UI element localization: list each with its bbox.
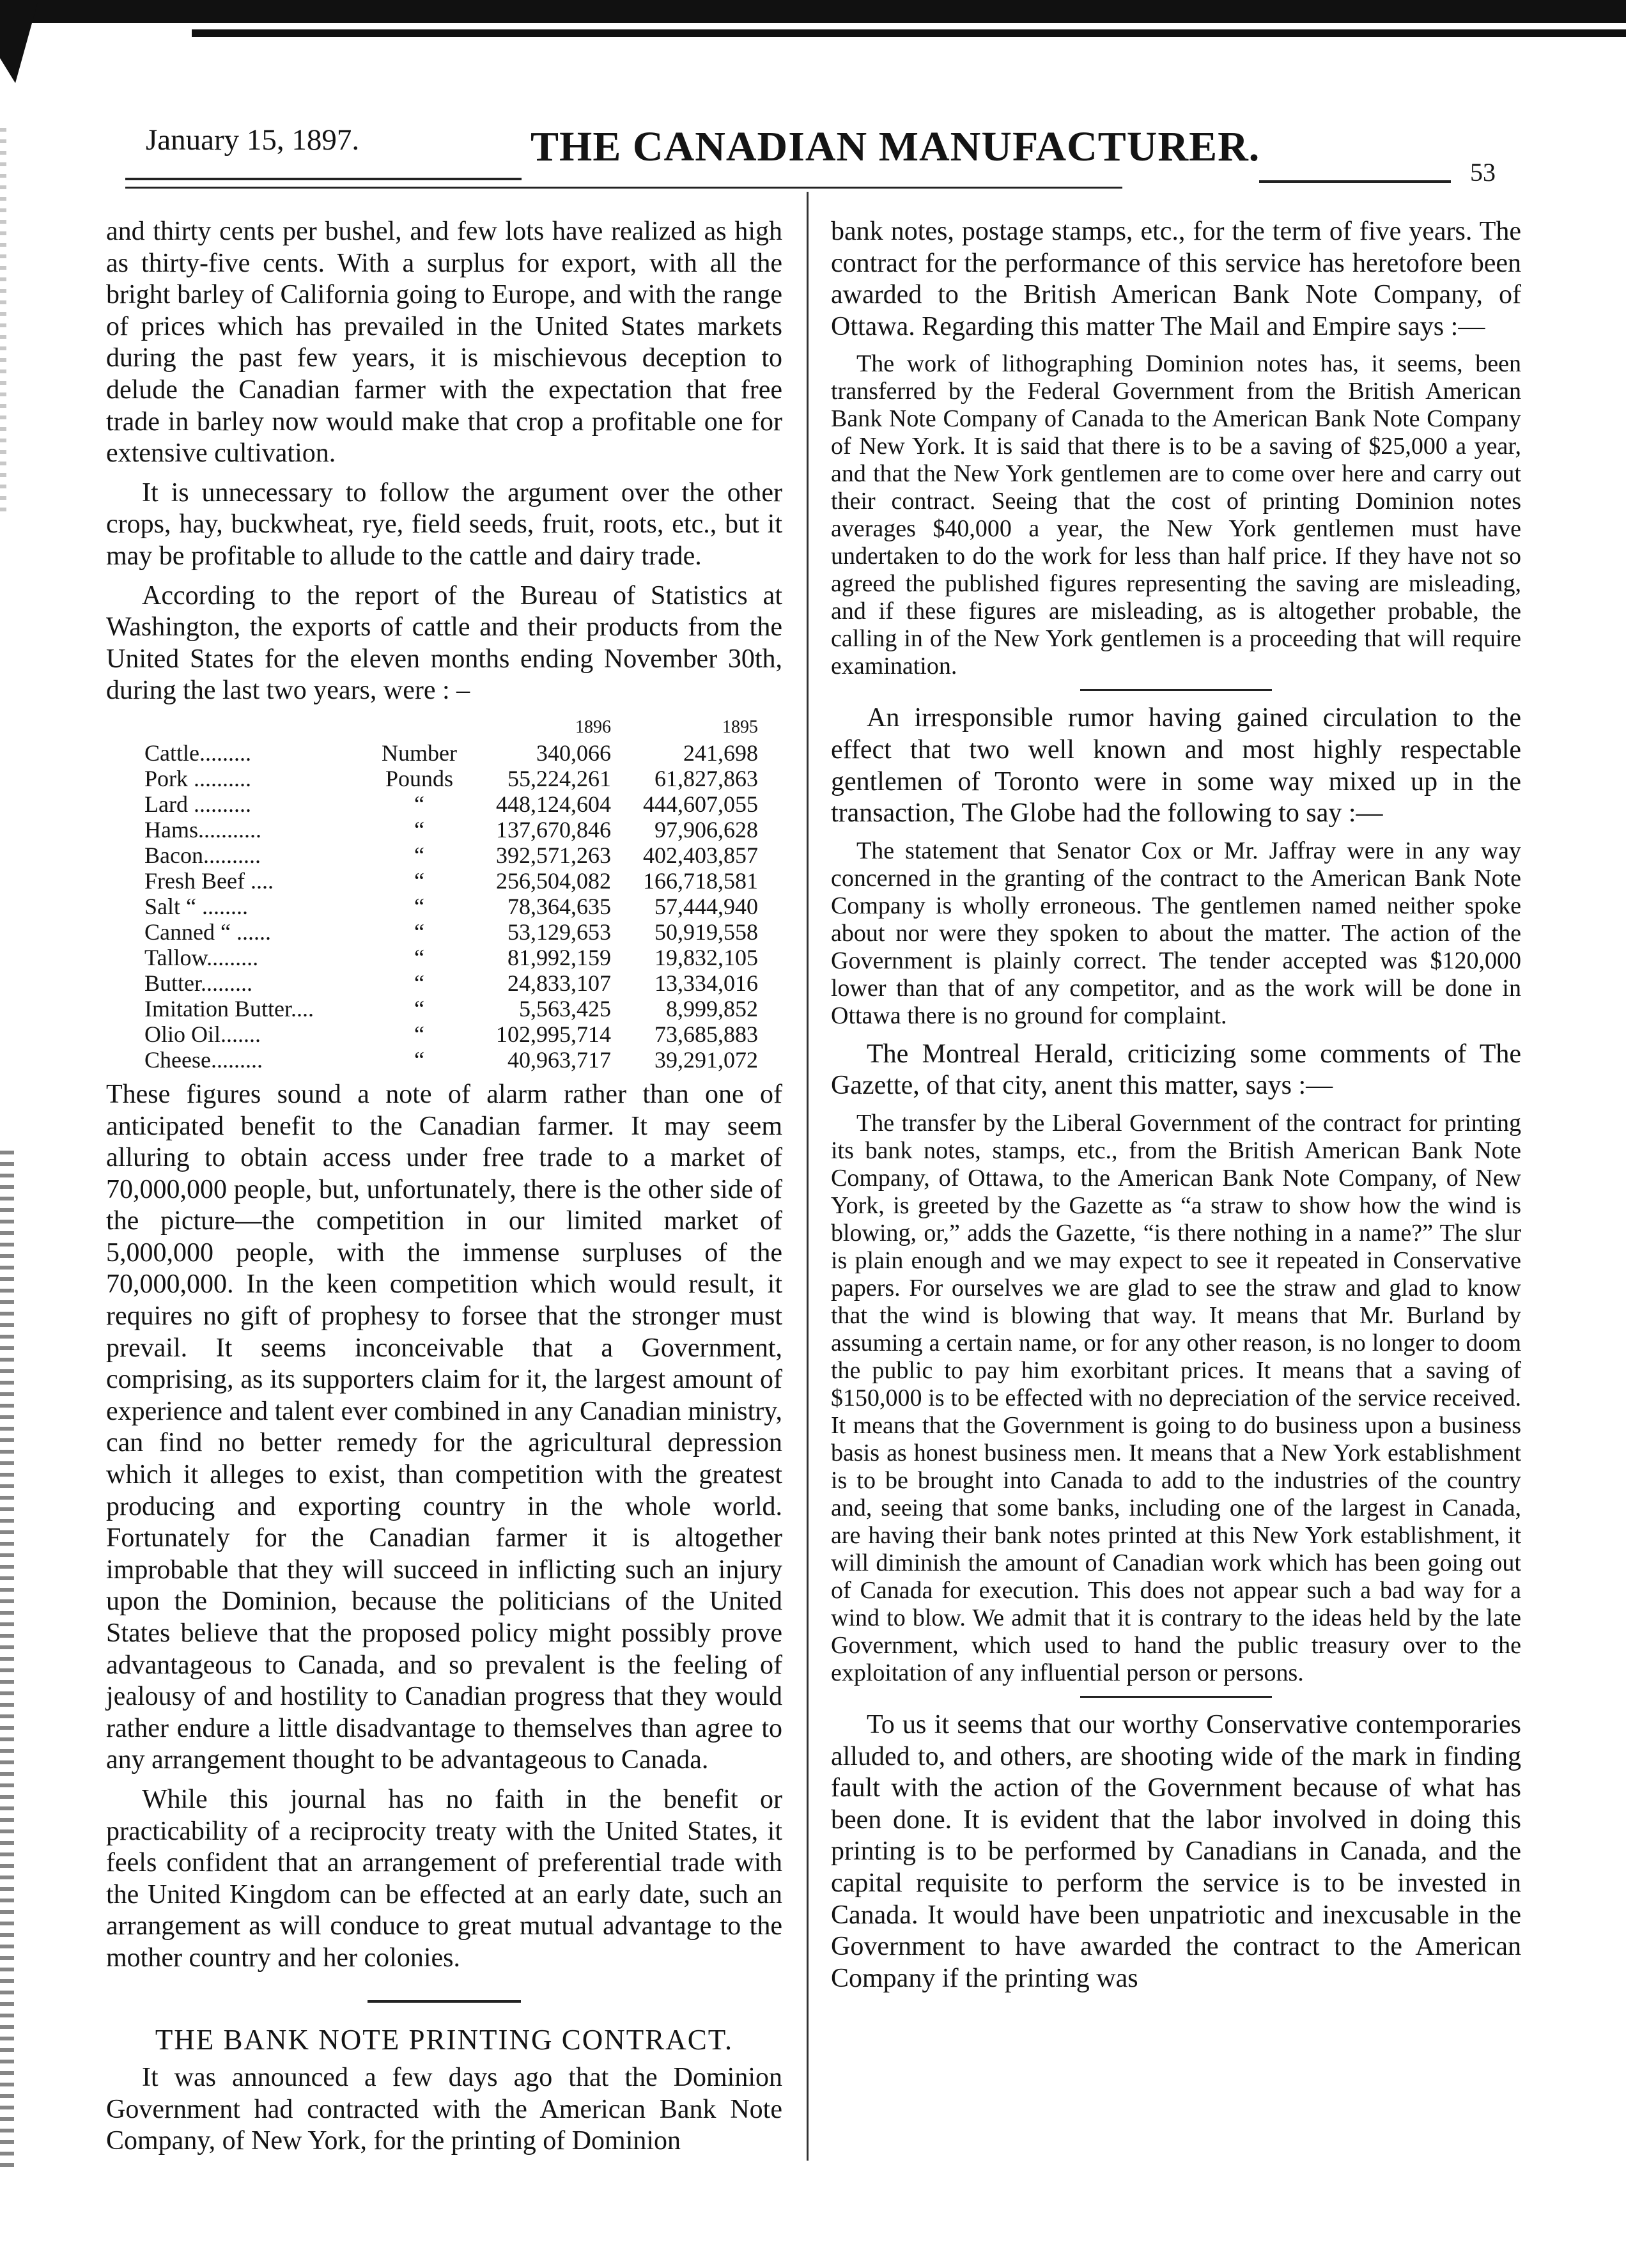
table-row (144, 945, 758, 970)
table-cell-unit: “ (414, 867, 424, 894)
table-cell-1895: 402,403,857 (643, 842, 758, 868)
table-row (144, 996, 758, 1021)
paragraph: The Montreal Herald, criticizing some comments of The Gazette, of that city, anent this matter, says :— (831, 1039, 1521, 1101)
table-row (144, 970, 758, 996)
table-cell-unit: Number (382, 740, 457, 766)
right-column (831, 216, 1521, 2002)
table-cell-label: Pork .......... (144, 765, 252, 791)
block-quote: The statement that Senator Cox or Mr. Jaffray were in any way concerned in the granting of the contract to the American Bank Note Company is wholly erroneous. The gentlemen named neither spoke about nor were they spoken to about the matter. The action of the Government is plainly correct. The tender accepted was $120,000 lower than that of any competitor, and as the work will be done in Ottawa there is no ground for complaint. (831, 837, 1521, 1029)
table-cell-label: Bacon.......... (144, 842, 261, 868)
quote-divider (1080, 1696, 1272, 1698)
table-header-blank (375, 715, 464, 740)
issue-date: January 15, 1897. (146, 123, 360, 157)
table-cell-1896: 137,670,846 (496, 816, 611, 843)
table-cell-label: Butter......... (144, 970, 252, 996)
table-cell-label: Tallow......... (144, 944, 259, 970)
table-cell-unit: “ (414, 1046, 424, 1073)
table-header-blank (144, 715, 375, 740)
header-rule-left (125, 178, 522, 180)
table-cell-1896: 392,571,263 (496, 842, 611, 868)
page-number: 53 (1470, 158, 1496, 187)
table-header-row (144, 715, 758, 740)
table-row (144, 791, 758, 817)
scan-left-edge-noise (0, 1151, 14, 2173)
table-cell-unit: “ (414, 816, 424, 843)
table-row (144, 740, 758, 766)
scan-top-border (0, 0, 1626, 23)
table-cell-label: Olio Oil....... (144, 1021, 261, 1047)
table-cell-1895: 73,685,883 (654, 1021, 758, 1047)
table-cell-1895: 57,444,940 (654, 893, 758, 919)
header-rule-mid (125, 187, 1122, 189)
table-cell-1895: 19,832,105 (654, 944, 758, 970)
header-rule-right (1259, 180, 1451, 183)
table-cell-label: Fresh Beef .... (144, 867, 274, 894)
table-cell-1895: 61,827,863 (654, 765, 758, 791)
table-body (144, 740, 758, 1073)
paragraph: An irresponsible rumor having gained circulation to the effect that two well known and most highly respectable gentlemen of Toronto were in some way mixed up in the transaction, The Globe had the following to say :— (831, 703, 1521, 828)
table-row (144, 868, 758, 894)
table-row (144, 817, 758, 843)
paragraph: It is unnecessary to follow the argument over the other crops, hay, buckwheat, rye, field seeds, fruit, roots, etc., but it may be profitable to allude to the cattle and dairy trade. (106, 478, 782, 571)
table-cell-unit: “ (414, 944, 424, 970)
table-cell-1896: 256,504,082 (496, 867, 611, 894)
table-cell-unit: “ (414, 842, 424, 868)
column-divider (807, 192, 809, 2161)
table-row (144, 894, 758, 919)
paragraph: According to the report of the Bureau of Statistics at Washington, the exports of cattle and their products from the United States for the eleven months ending November 30th, during the last two years, were : – (106, 580, 782, 706)
table-cell-unit: “ (414, 919, 424, 945)
paragraph: and thirty cents per bushel, and few lots have realized as high as thirty-five cents. With a surplus for export, with all the bright barley of California going to Europe, and with the range of prices which has prevailed in the United States markets during the past few years, it is mischievous deception to delude the Canadian farmer with the expectation that free trade in barley now would make that crop a profitable one for extensive cultivation. (106, 217, 782, 469)
table-cell-label: Cattle......... (144, 740, 251, 766)
scan-left-edge-noise-upper (0, 128, 6, 511)
table-cell-label: Hams........... (144, 816, 261, 843)
table-cell-label: Cheese......... (144, 1046, 263, 1073)
table-cell-label: Imitation Butter.... (144, 995, 314, 1021)
exports-table (144, 715, 758, 1073)
table-cell-1896: 78,364,635 (507, 893, 611, 919)
table-row (144, 843, 758, 868)
paragraph: To us it seems that our worthy Conservative contemporaries alluded to, and others, are shooting wide of the mark in finding fault with the action of the Government because of what has been done. It is evident that the labor involved in doing this printing is to be performed by Canadians in Canada, and the capital requisite to perform the service is to be invested in Canada. It would have been unpatriotic and inexcusable in the Government to have awarded the contract to the American Company if the printing was (831, 1709, 1521, 1993)
left-column (106, 216, 782, 2165)
table-cell-1896: 53,129,653 (507, 919, 611, 945)
publication-title: THE CANADIAN MANUFACTURER. (530, 123, 1260, 170)
table-cell-label: Canned “ ...... (144, 919, 271, 945)
table-header-year: 1895 (722, 717, 758, 737)
table-cell-1896: 448,124,604 (496, 791, 611, 817)
table-cell-1895: 13,334,016 (654, 970, 758, 996)
paragraph: While this journal has no faith in the benefit or practicability of a reciprocity treaty with the United States, it feels confident that an arrangement of preferential trade with the United Kingdom can be effected at an early date, such an arrangement as will conduce to great mutual advantage to the mother country and her colonies. (106, 1784, 782, 1973)
table-cell-1896: 55,224,261 (507, 765, 611, 791)
table-cell-1896: 24,833,107 (507, 970, 611, 996)
table-cell-1895: 444,607,055 (643, 791, 758, 817)
table-cell-1895: 241,698 (683, 740, 758, 766)
table-cell-1896: 40,963,717 (507, 1046, 611, 1073)
table-cell-unit: “ (414, 893, 424, 919)
quote-divider (1080, 689, 1272, 691)
table-cell-unit: Pounds (385, 765, 454, 791)
table-cell-1895: 97,906,628 (654, 816, 758, 843)
table-cell-1896: 81,992,159 (507, 944, 611, 970)
table-cell-unit: “ (414, 1021, 424, 1047)
table-cell-unit: “ (414, 995, 424, 1021)
table-row (144, 766, 758, 791)
table-cell-1896: 102,995,714 (496, 1021, 611, 1047)
table-cell-unit: “ (414, 970, 424, 996)
table-cell-1896: 5,563,425 (519, 995, 611, 1021)
block-quote: The work of lithographing Dominion notes has, it seems, been transferred by the Federal Government from the British American Bank Note Company of Canada to the American Bank Note Company of New York. It is said that there is to be a saving of $25,000 a year, and that the New York gentlemen are to come over here and carry out their contract. Seeing that the cost of printing Dominion notes averages $40,000 a year, the New York gentlemen must have undertaken to do the work for less than half price. If they have not so agreed the published figures representing the saving are misleading, and if these figures are misleading, as is altogether probable, the calling in of the New York gentlemen is a proceeding that will require examination. (831, 350, 1521, 680)
table-cell-1895: 39,291,072 (654, 1046, 758, 1073)
paragraph: These figures sound a note of alarm rather than one of anticipated benefit to the Canadian farmer. It may seem alluring to obtain access under free trade to a market of 70,000,000 people, but, unfortunately, there is the other side of the picture—the competition in our limited market of 5,000,000 people, with the immense surpluses of the 70,000,000. In the keen competition which would result, it requires no gift of prophesy to forsee that the stronger must prevail. It seems inconceivable that a Government, comprising, as its supporters claim for it, the largest amount of experience and talent ever combined in any Canadian ministry, can find no better remedy for the agricultural depression which it alleges to exist, than competition with the greatest producing and exporting country in the whole world. Fortunately for the Canadian farmer it is altogether improbable that they will succeed in inflicting such an injury upon the Dominion, because the politicians of the United States believe that the proposed policy might possibly prove advantageous to Canada, and so prevalent is the feeling of jealousy of and hostility to Canadian progress that they would rather endure a little disadvantage to themselves than agree to any arrangement thought to be advantageous to Canada. (106, 1079, 782, 1775)
table-row (144, 1047, 758, 1073)
table-cell-1895: 8,999,852 (666, 995, 758, 1021)
paragraph: It was announced a few days ago that the Dominion Government had contracted with the American Bank Note Company, of New York, for the printing of Dominion (106, 2063, 782, 2156)
section-divider (368, 2000, 521, 2003)
scan-corner-mark (0, 0, 38, 83)
paragraph: bank notes, postage stamps, etc., for the term of five years. The contract for the performance of this service has heretofore been awarded to the British American Bank Note Company, of Ottawa. Regarding this matter The Mail and Empire says :— (831, 217, 1521, 341)
table-cell-label: Lard .......... (144, 791, 251, 817)
table-cell-1895: 166,718,581 (643, 867, 758, 894)
table-row (144, 919, 758, 945)
table-header-year: 1896 (575, 717, 611, 737)
table-cell-1896: 340,066 (536, 740, 611, 766)
block-quote: The transfer by the Liberal Government of the contract for printing its bank notes, stamps, etc., from the British American Bank Note Company, of Ottawa, to the American Bank Note Company, of New York, is greeted by the Gazette as “a straw to show how the wind is blowing, or,” adds the Gazette, “is there nothing in a name?” The slur is plain enough and we may expect to see it repeated in Conservative papers. For ourselves we are glad to see the straw and glad to know that the wind is blowing that way. It means that Mr. Burland by assuming a certain name, or for any other reason, is no longer to doom the public to pay him exorbitant prices. It means that a saving of $150,000 is to be effected with no depreciation of the service received. It means that the Government is going to do business upon a business basis as honest business men. It means that a New York establishment is to be brought into Canada to add to the industries of the country and, seeing that some banks, including one of the largest in Canada, are having their bank notes printed at this New York establishment, it will diminish the amount of Canadian work which has been going out of Canada for execution. This does not appear such a bad way for a wind to blow. We admit that it is contrary to the ideas held by the late Government, which used to hand the public treasury over to the exploitation of any influential person or persons. (831, 1109, 1521, 1686)
section-heading: THE BANK NOTE PRINTING CONTRACT. (155, 2023, 734, 2056)
table-cell-unit: “ (414, 791, 424, 817)
table-row (144, 1021, 758, 1047)
table-cell-1895: 50,919,558 (654, 919, 758, 945)
scan-top-border-secondary (192, 29, 1626, 37)
table-cell-label: Salt “ ........ (144, 893, 248, 919)
